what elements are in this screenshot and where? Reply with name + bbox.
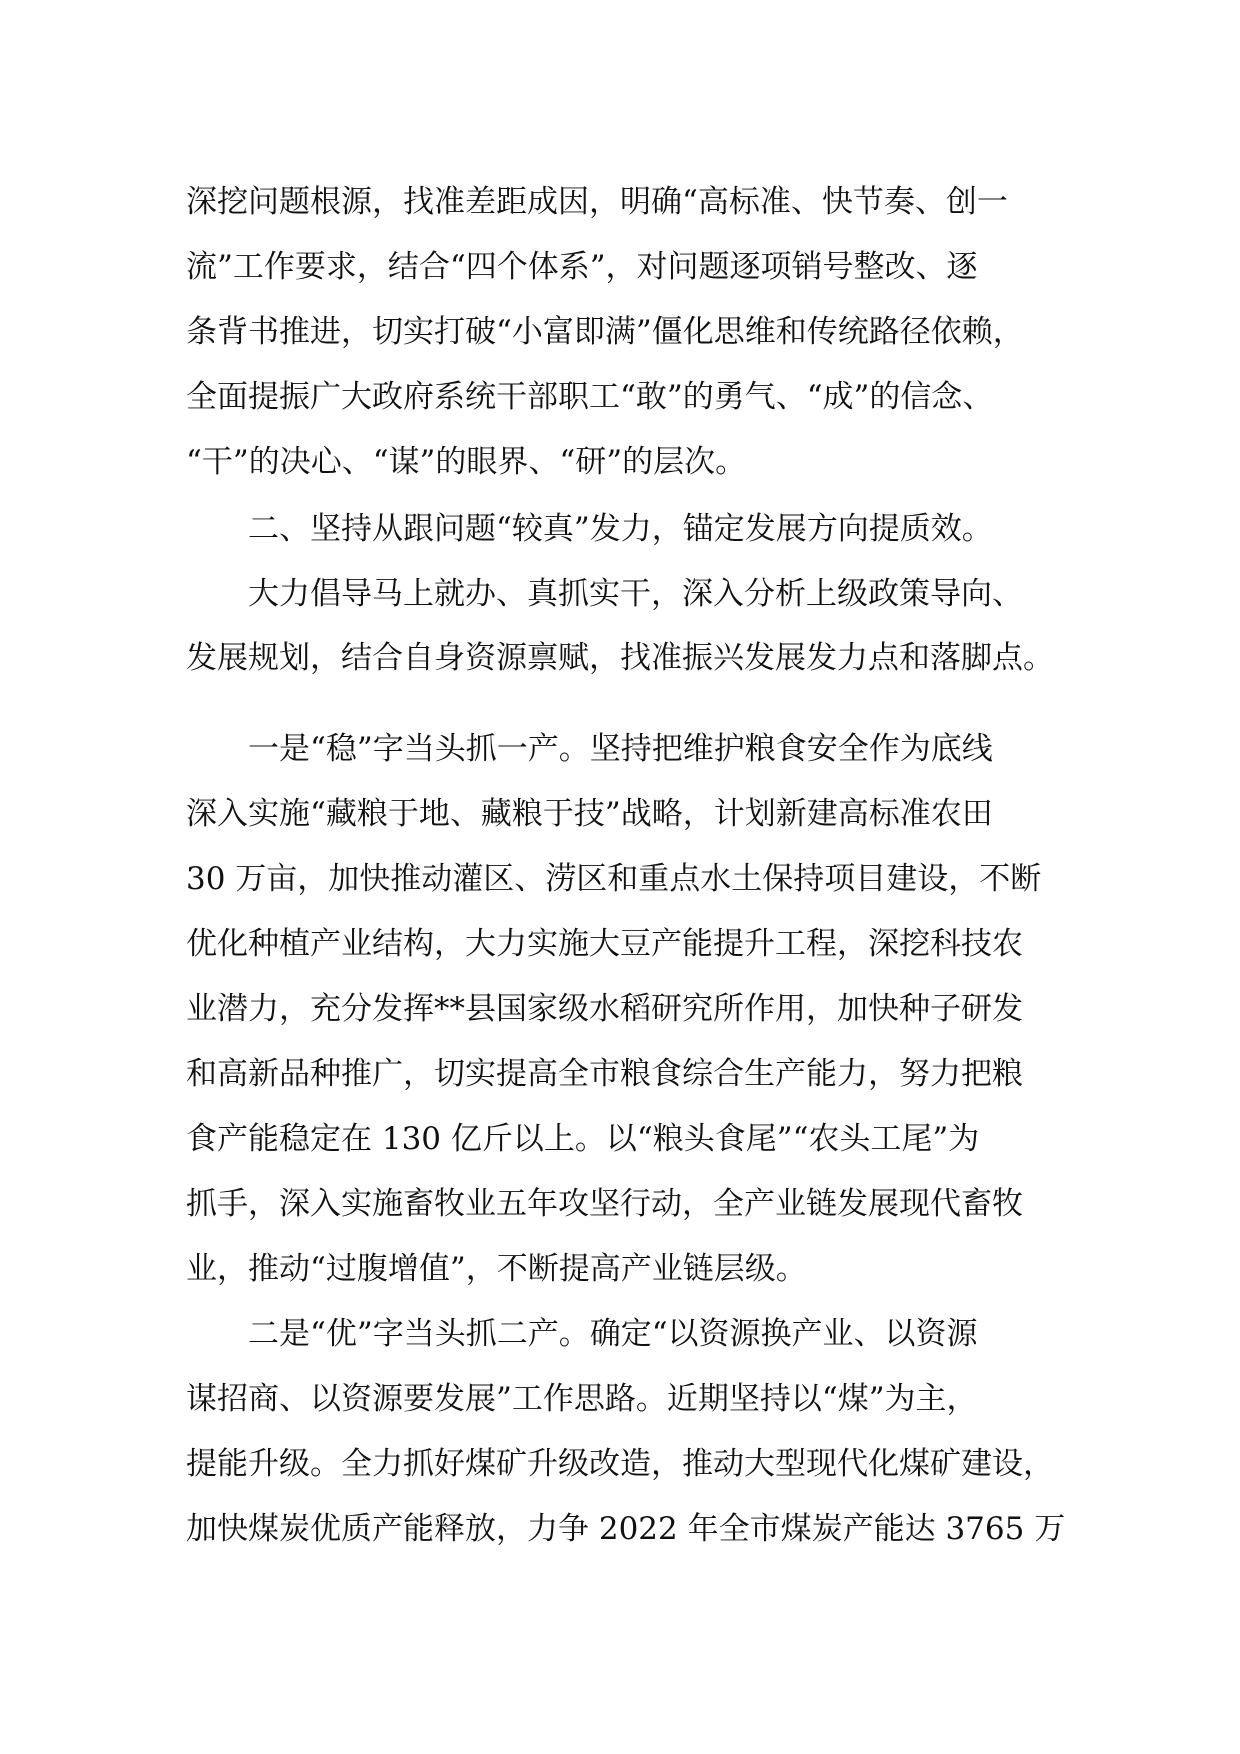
text-line-9: 一是“稳”字当头抓一产。坚持把维护粮食安全作为底线 — [248, 731, 993, 767]
text-line-5: “干”的决心、“谋”的眼界、“研”的层次。 — [186, 444, 747, 480]
text-line-1: 深挖问题根源，找准差距成因，明确“高标准、快节奏、创一 — [186, 184, 1008, 220]
text-line-11: 30 万亩，加快推动灌区、涝区和重点水土保持项目建设，不断 — [186, 861, 1042, 897]
text-line-3: 条背书推进，切实打破“小富即满”僵化思维和传统路径依赖， — [186, 314, 1024, 350]
text-line-7: 大力倡导马上就办、真抓实干，深入分析上级政策导向、 — [248, 576, 1023, 612]
text-line-8: 发展规划，结合自身资源禀赋，找准振兴发展发力点和落脚点。 — [186, 640, 1054, 676]
text-line-21: 加快煤炭优质产能释放，力争 2022 年全市煤炭产能达 3765 万 — [186, 1511, 1066, 1547]
text-line-10: 深入实施“藏粮于地、藏粮于技”战略，计划新建高标准农田 — [186, 796, 993, 832]
text-line-17: 业，推动“过腹增值”，不断提高产业链层级。 — [186, 1251, 807, 1287]
text-line-18: 二是“优”字当头抓二产。确定“以资源换产业、以资源 — [248, 1316, 978, 1352]
text-line-14: 和高新品种推广，切实提高全市粮食综合生产能力，努力把粮 — [186, 1056, 1023, 1092]
text-line-20: 提能升级。全力抓好煤矿升级改造，推动大型现代化煤矿建设， — [186, 1446, 1054, 1482]
text-line-13: 业潜力，充分发挥**县国家级水稻研究所作用，加快种子研发 — [186, 991, 1023, 1027]
text-line-12: 优化种植产业结构，大力实施大豆产能提升工程，深挖科技农 — [186, 926, 1023, 962]
section-heading: 二、坚持从跟问题“较真”发力，锚定发展方向提质效。 — [248, 511, 993, 547]
text-line-2: 流”工作要求，结合“四个体系”，对问题逐项销号整改、逐 — [186, 249, 978, 285]
text-line-16: 抓手，深入实施畜牧业五年攻坚行动，全产业链发展现代畜牧 — [186, 1186, 1023, 1222]
text-line-4: 全面提振广大政府系统干部职工“敢”的勇气、“成”的信念、 — [186, 379, 994, 415]
text-line-15: 食产能稳定在 130 亿斤以上。以“粮头食尾”“农头工尾”为 — [186, 1121, 980, 1157]
text-line-19: 谋招商、以资源要发展”工作思路。近期坚持以“煤”为主， — [186, 1381, 978, 1417]
